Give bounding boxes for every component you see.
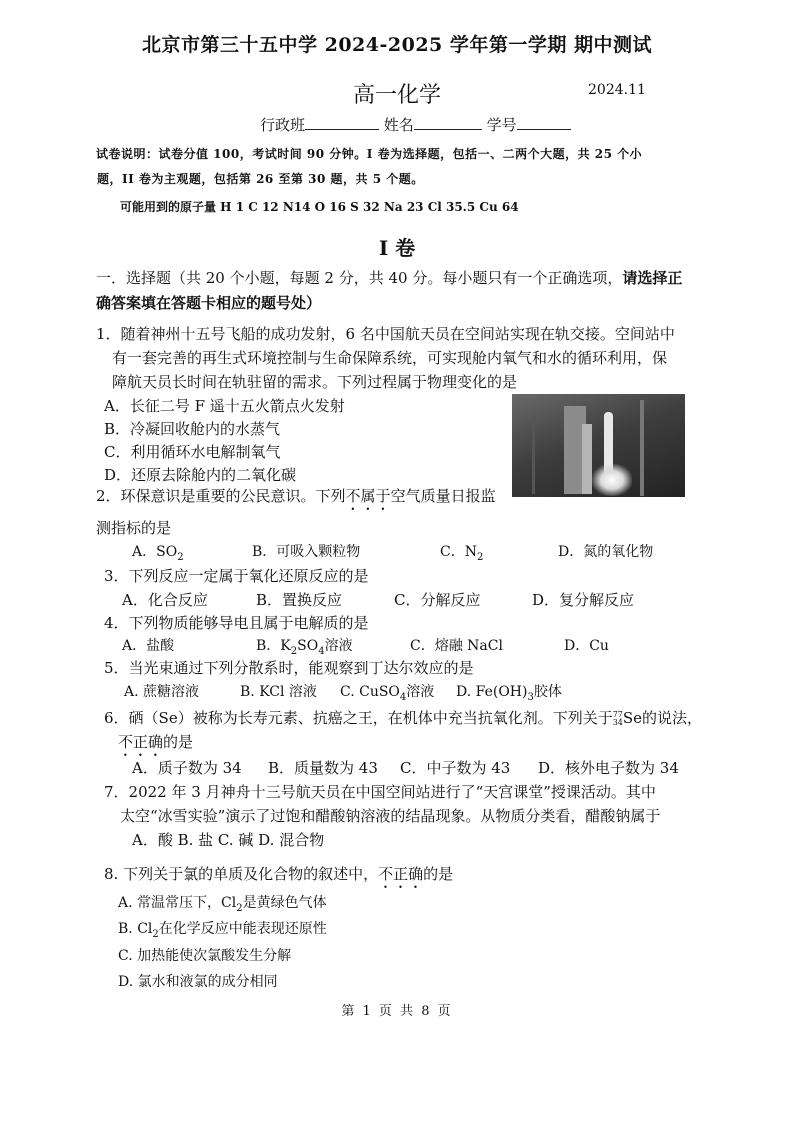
q1-stem-line-1: 1．随着神州十五号飞船的成功发射，6 名中国航天员在空间站实现在轨交接。空间站中 <box>96 325 675 343</box>
q2-stem-line-1: 2．环保意识是重要的公民意识。下列不属于空气质量日报监 <box>96 487 496 505</box>
q4-option-b: B．$K_2SO_4$溶液 <box>256 638 353 657</box>
student-info-fields <box>260 114 571 135</box>
volume-heading: I 卷 <box>378 236 416 260</box>
page-number: 第 1 页 共 8 页 <box>341 1004 453 1019</box>
q1-option-a: A．长征二号 F 遥十五火箭点火发射 <box>104 397 345 415</box>
instructions-line-2: 题，II 卷为主观题，包括第 26 至第 30 题，共 5 个题。 <box>97 172 424 186</box>
q3-option-c: C．分解反应 <box>394 591 481 609</box>
q6-stem-line-1: 6．硒（Se）被称为长寿元素、抗癌之王，在机体中充当抗氧化剂。下列关于77 34Se的说法， <box>104 709 703 727</box>
q7-stem-line-1: 7．2022 年 3 月神舟十三号航天员在中国空间站进行了“天宫课堂”授课活动。其中 <box>104 783 656 801</box>
q5-option-a: A. 蔗糖溶液 <box>124 684 200 700</box>
q3-option-d: D．复分解反应 <box>532 591 635 609</box>
q8-option-d: D. 氯水和液氯的成分相同 <box>118 974 278 990</box>
name-field-label: 姓名 <box>383 116 414 134</box>
class-field-label: 行政班 <box>260 116 306 134</box>
q6-option-c: C．中子数为 43 <box>400 759 511 777</box>
q4-stem: 4．下列物质能够导电且属于电解质的是 <box>104 614 369 632</box>
q2-option-d: D．氮的氧化物 <box>558 544 654 560</box>
q2-option-b: B．可吸入颗粒物 <box>252 544 361 560</box>
number-field-blank[interactable] <box>517 115 571 130</box>
q1-option-c: C．利用循环水电解制氧气 <box>104 443 281 461</box>
q6-option-b: B．质量数为 43 <box>268 759 378 777</box>
q1-option-d: D．还原去除舱内的二氧化碳 <box>104 466 297 484</box>
q4-option-c: C．熔融 NaCl <box>410 638 503 654</box>
q3-option-a: A．化合反应 <box>122 591 208 609</box>
section-heading-line-2: 确答案填在答题卡相应的题号处） <box>96 294 322 312</box>
q7-options: A．酸 B. 盐 C. 碱 D. 混合物 <box>132 831 325 849</box>
q4-option-a: A．盐酸 <box>122 638 175 654</box>
q1-stem-line-2: 有一套完善的再生式环境控制与生命保障系统，可实现舱内氧气和水的循环利用，保 <box>112 349 668 367</box>
q1-stem-line-3: 障航天员长时间在轨驻留的需求。下列过程属于物理变化的是 <box>112 373 518 391</box>
number-field-label: 学号 <box>486 116 517 134</box>
q3-option-b: B．置换反应 <box>256 591 343 609</box>
q2-option-a: A．$SO_2$ <box>132 544 184 563</box>
q5-option-b: B. KCl 溶液 <box>240 684 317 700</box>
q8-option-b: B. $Cl_2$在化学反应中能表现还原性 <box>118 921 327 940</box>
q7-stem-line-2: 太空“冰雪实验”演示了过饱和醋酸钠溶液的结晶现象。从物质分类看，醋酸钠属于 <box>120 807 661 825</box>
subject-title: 高一化学 <box>352 83 441 108</box>
q5-option-c: C. CuSO$_4$溶液 <box>340 684 435 703</box>
exam-title: 北京市第三十五中学 2024-2025 学年第一学期 期中测试 <box>142 34 652 56</box>
exam-date: 2024.11 <box>588 82 646 98</box>
instructions-line-1: 试卷说明：试卷分值 100，考试时间 90 分钟。I 卷为选择题，包括一、二两个大题，共 25 个小 <box>96 147 643 161</box>
q8-option-c: C. 加热能使次氯酸发生分解 <box>118 948 292 964</box>
q8-option-a: A. 常温常压下，$Cl_2$是黄绿色气体 <box>118 895 327 914</box>
atomic-masses: 可能用到的原子量 H 1 C 12 N14 O 16 S 32 Na 23 Cl 35.5 Cu 64 <box>120 200 519 214</box>
q3-stem: 3．下列反应一定属于氧化还原反应的是 <box>104 567 369 585</box>
q4-option-d: D．Cu <box>564 638 609 654</box>
q8-stem: 8. 下列关于氯的单质及化合物的叙述中，不正确的是 <box>104 865 454 883</box>
class-field-blank[interactable] <box>305 115 379 130</box>
q6-option-a: A．质子数为 34 <box>132 759 242 777</box>
q2-option-c: C．$N_2$ <box>440 544 484 563</box>
rocket-launch-photo <box>512 394 685 497</box>
section-heading-line-1: 一．选择题（共 20 个小题，每题 2 分，共 40 分。每小题只有一个正确选项，请选择正 <box>96 269 683 287</box>
q6-option-d: D．核外电子数为 34 <box>538 759 679 777</box>
q6-isotope-numbers: 77 34 <box>612 710 623 727</box>
name-field-blank[interactable] <box>414 115 482 130</box>
q6-stem-line-2: 不正确的是 <box>118 733 194 751</box>
q5-stem: 5．当光束通过下列分散系时，能观察到丁达尔效应的是 <box>104 659 474 677</box>
q1-option-b: B．冷凝回收舱内的水蒸气 <box>104 420 281 438</box>
q5-option-d: D. $Fe(OH)_3$胶体 <box>456 684 562 703</box>
q2-stem-line-2: 测指标的是 <box>96 519 172 537</box>
